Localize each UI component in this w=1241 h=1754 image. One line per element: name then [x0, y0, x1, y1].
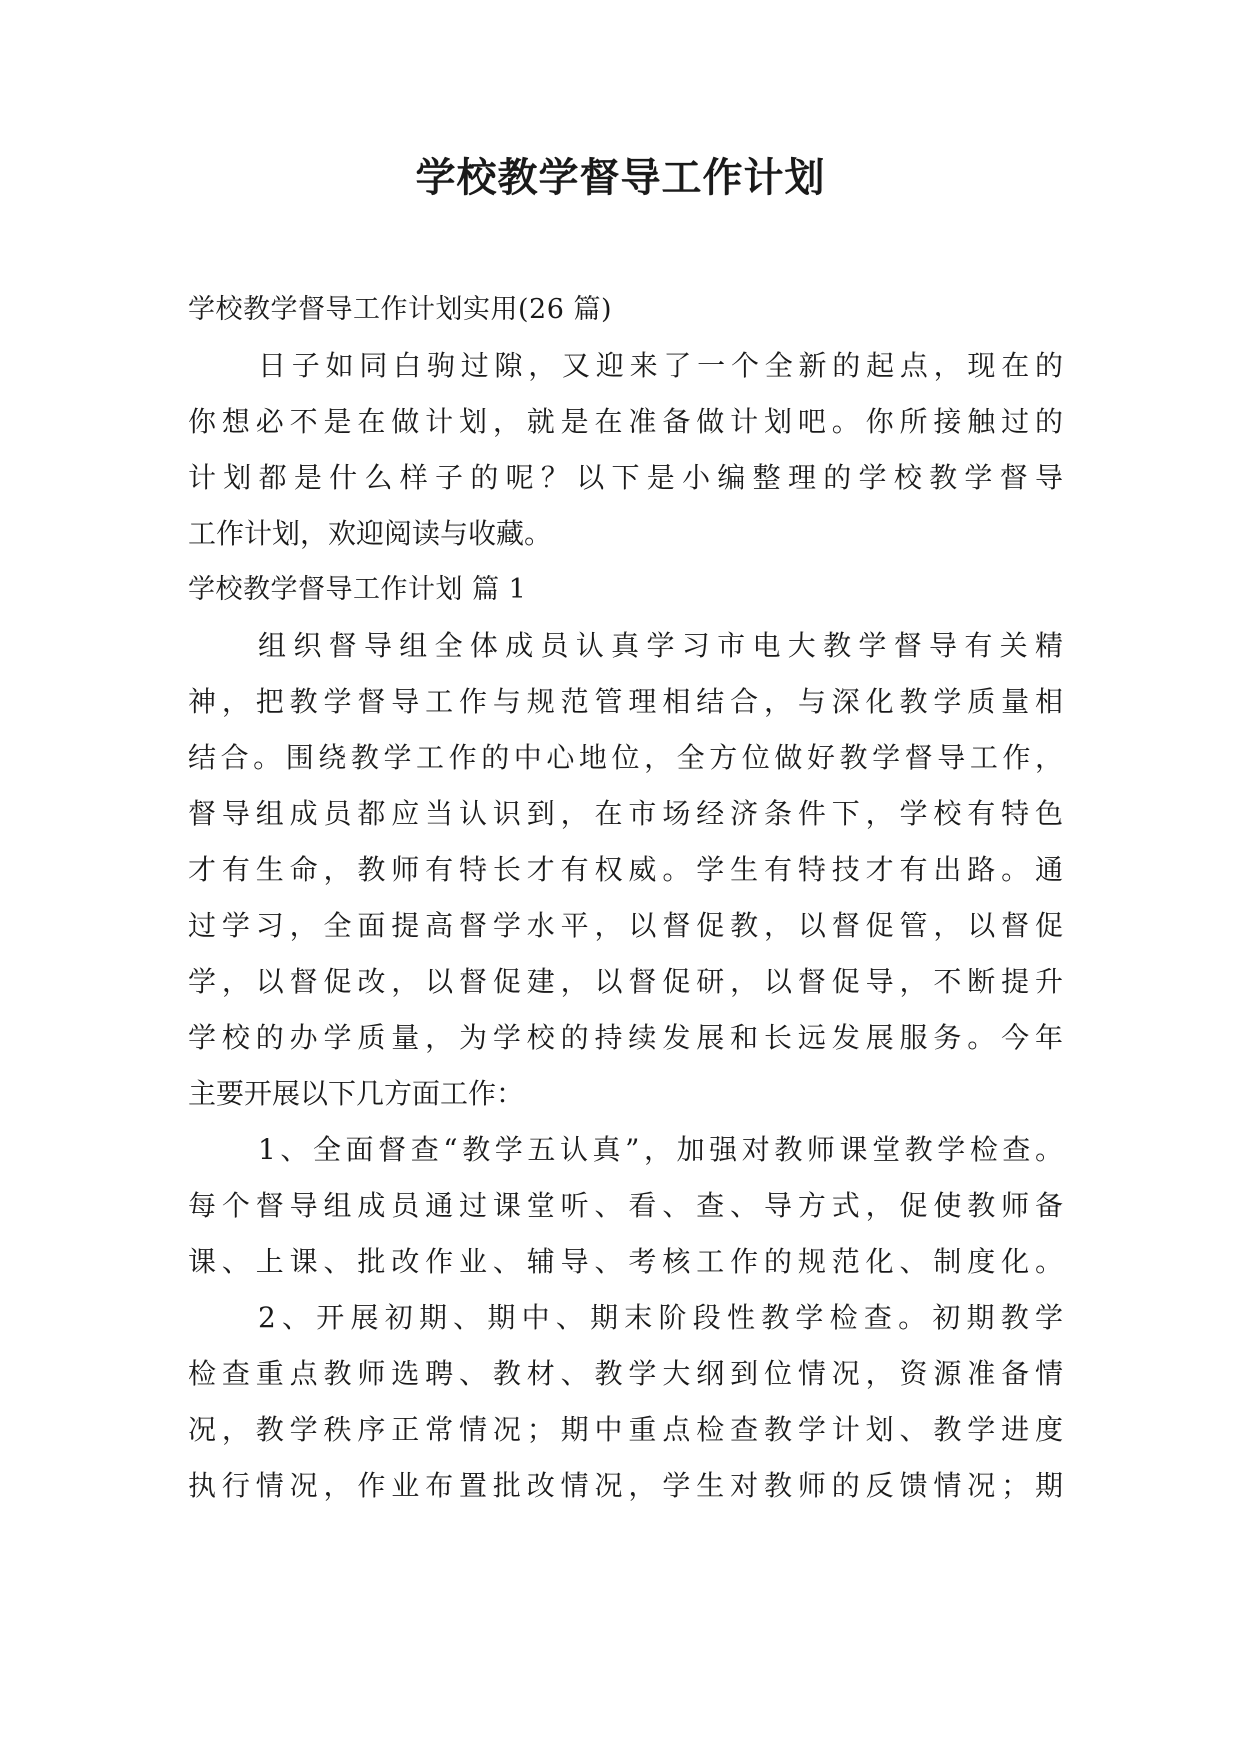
text-line: 计划都是什么样子的呢？以下是小编整理的学校教学督导: [188, 461, 1063, 494]
text-line: 况，教学秩序正常情况；期中重点检查教学计划、教学进度: [188, 1413, 1063, 1446]
text-line: 检查重点教师选聘、教材、教学大纲到位情况，资源准备情: [188, 1357, 1063, 1390]
section-heading: 学校教学督导工作计划 篇 1: [188, 574, 527, 605]
text-line: 1、全面督查“教学五认真”，加强对教师课堂教学检查。: [258, 1133, 1063, 1166]
paragraph-3: [188, 1290, 1063, 1514]
text-line: 督导组成员都应当认识到，在市场经济条件下，学校有特色: [188, 797, 1063, 830]
paragraph-1: [188, 618, 1063, 1122]
text-line: 结合。围绕教学工作的中心地位，全方位做好教学督导工作，: [188, 741, 1063, 774]
text-line: 工作计划，欢迎阅读与收藏。: [188, 517, 553, 550]
text-line: 主要开展以下几方面工作：: [188, 1077, 525, 1110]
document-subtitle: 学校教学督导工作计划实用(26 篇): [188, 294, 613, 325]
document-title: 学校教学督导工作计划: [415, 154, 826, 201]
text-line: 组织督导组全体成员认真学习市电大教学督导有关精: [258, 629, 1063, 662]
text-line: 日子如同白驹过隙，又迎来了一个全新的起点，现在的: [258, 349, 1063, 382]
text-line: 神，把教学督导工作与规范管理相结合，与深化教学质量相: [188, 685, 1063, 718]
text-line: 执行情况，作业布置批改情况，学生对教师的反馈情况；期: [188, 1469, 1063, 1502]
text-line: 2、开展初期、期中、期末阶段性教学检查。初期教学: [258, 1301, 1063, 1334]
paragraph-2: [188, 1122, 1063, 1290]
text-line: 课、上课、批改作业、辅导、考核工作的规范化、制度化。: [188, 1245, 1063, 1278]
text-line: 你想必不是在做计划，就是在准备做计划吧。你所接触过的: [188, 405, 1063, 438]
text-line: 学校的办学质量，为学校的持续发展和长远发展服务。今年: [188, 1021, 1063, 1054]
text-line: 学，以督促改，以督促建，以督促研，以督促导，不断提升: [188, 965, 1063, 998]
text-line: 每个督导组成员通过课堂听、看、查、导方式，促使教师备: [188, 1189, 1063, 1222]
document-body: [188, 282, 1063, 1514]
intro-paragraph: [188, 338, 1063, 562]
text-line: 才有生命，教师有特长才有权威。学生有特技才有出路。通: [188, 853, 1063, 886]
text-line: 过学习，全面提高督学水平，以督促教，以督促管，以督促: [188, 909, 1063, 942]
